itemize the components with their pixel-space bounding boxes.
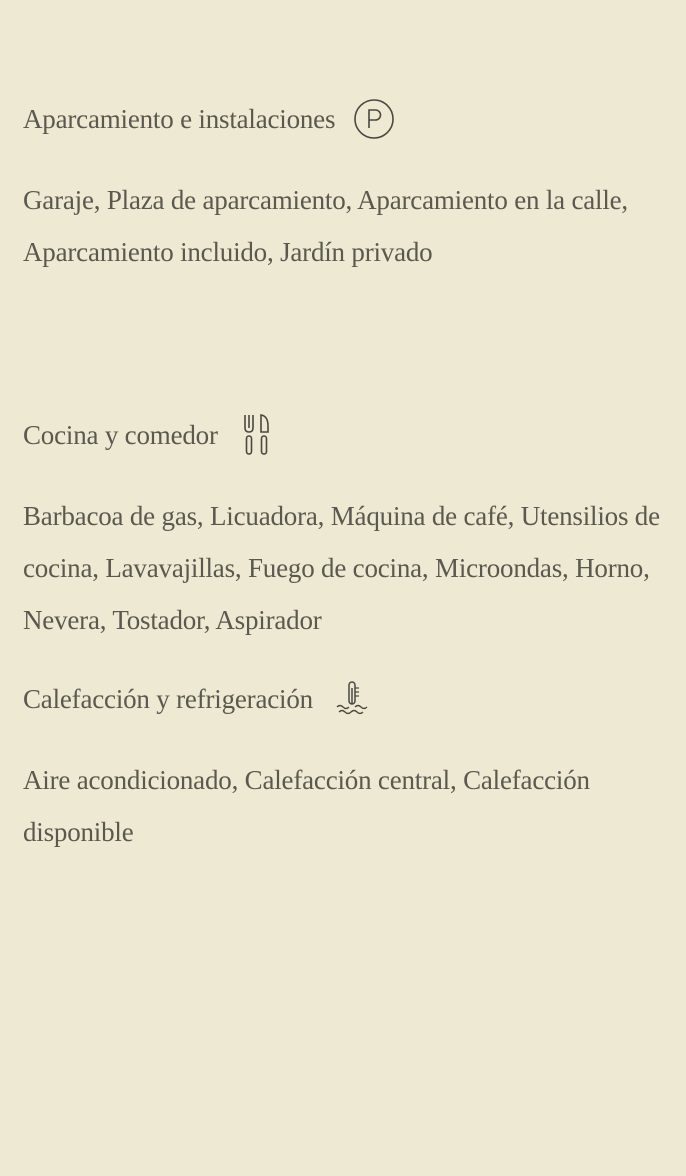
section-items: Garaje, Plaza de aparcamiento, Aparcamiento en la calle, Aparcamiento incluido, Jardín privado (23, 185, 628, 267)
section-header (23, 96, 666, 142)
section-header (23, 412, 666, 458)
section-title: Cocina y comedor (23, 419, 218, 450)
section-items: Aire acondicionado, Calefacción central, Calefacción disponible (23, 765, 590, 847)
fork-knife-icon (242, 412, 272, 458)
parking-icon (353, 98, 395, 140)
section-header (23, 676, 666, 722)
section-title: Calefacción y refrigeración (23, 683, 313, 714)
amenity-section-climate (23, 676, 666, 858)
amenity-section-kitchen (23, 412, 666, 646)
thermometer-icon (335, 680, 369, 718)
section-items: Barbacoa de gas, Licuadora, Máquina de café, Utensilios de cocina, Lavavajillas, Fuego de cocina, Microondas, Horno, Nevera, Tostador, Aspirador (23, 501, 660, 635)
amenity-section-parking (23, 96, 666, 278)
section-title: Aparcamiento e instalaciones (23, 103, 336, 134)
